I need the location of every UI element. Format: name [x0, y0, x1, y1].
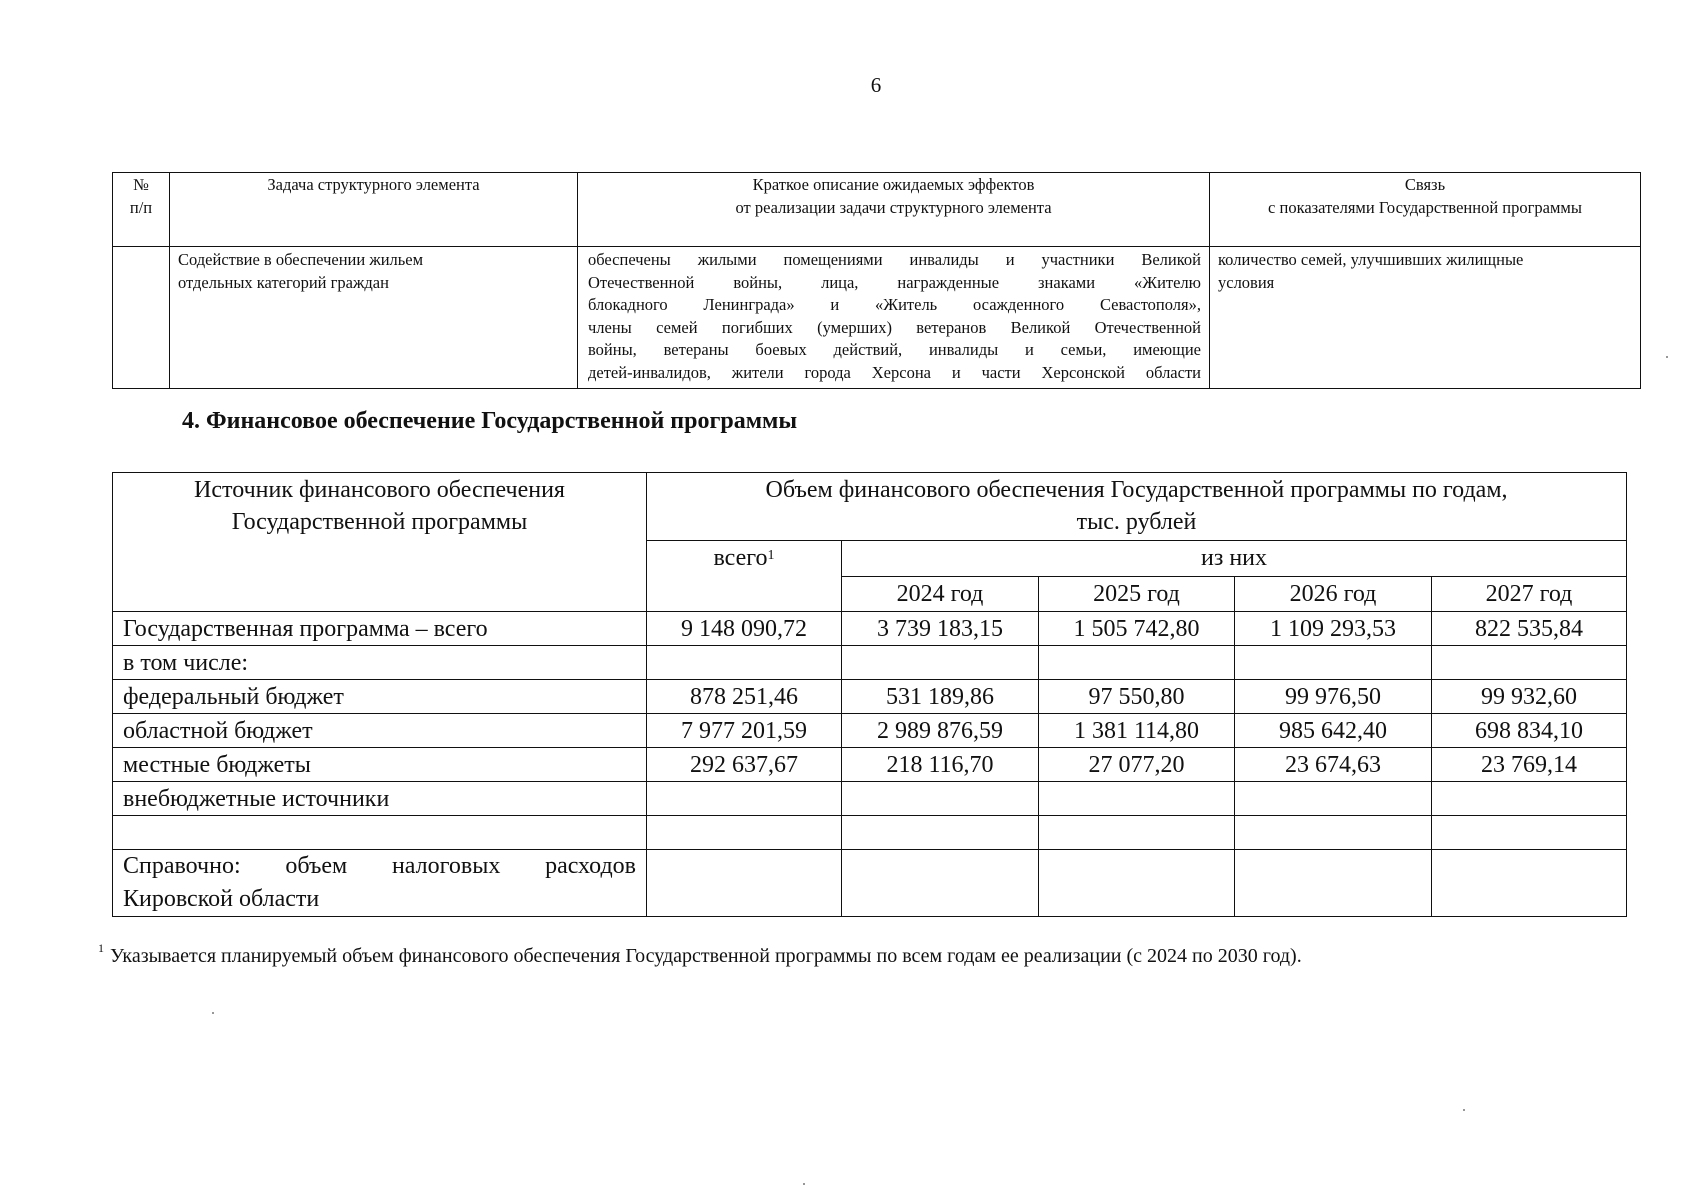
- reference-label: [113, 850, 647, 917]
- task-table-header-row: [113, 173, 1641, 247]
- row-value-2024: [842, 782, 1039, 816]
- task-table-row: [113, 247, 1641, 389]
- row-value-2025: 1 505 742,80: [1039, 612, 1235, 646]
- footnote: [98, 941, 1302, 968]
- row-value-2024: [842, 850, 1039, 917]
- finance-row-reference: [113, 850, 1627, 917]
- header-source-line: Источник финансового обеспечения: [194, 477, 565, 503]
- row-effects: [578, 247, 1210, 389]
- row-value-2026: 99 976,50: [1235, 680, 1432, 714]
- reference-label-line: Кировской области: [123, 886, 320, 912]
- row-value-2027: 698 834,10: [1432, 714, 1627, 748]
- page-number: 6: [870, 73, 882, 97]
- row-value-2024: [842, 646, 1039, 680]
- row-label: местные бюджеты: [113, 748, 647, 782]
- row-link-line: количество семей, улучшивших жилищные: [1218, 250, 1524, 269]
- row-task-line: Содействие в обеспечении жильем: [178, 250, 424, 269]
- year-2027: 2027 год: [1432, 577, 1627, 612]
- row-effects-line: Отечественной войны, лица, награжденные знаками «Жителю: [588, 272, 1201, 292]
- task-table: [112, 172, 1641, 389]
- scan-speck: [1463, 1109, 1465, 1111]
- row-total: 878 251,46: [647, 680, 842, 714]
- header-link: [1210, 173, 1641, 247]
- header-source-line: Государственной программы: [231, 509, 528, 535]
- row-value-2025: [1039, 816, 1235, 850]
- header-effects-line: Краткое описание ожидаемых эффектов: [752, 175, 1035, 194]
- row-value-2026: 1 109 293,53: [1235, 612, 1432, 646]
- header-effects-line: от реализации задачи структурного элемента: [735, 197, 1052, 217]
- header-task-line: Задача структурного элемента: [267, 175, 480, 194]
- row-total: 292 637,67: [647, 748, 842, 782]
- header-source: [113, 473, 647, 612]
- header-volume-line: Объем финансового обеспечения Государственной программы по годам,: [765, 477, 1508, 503]
- row-value-2025: [1039, 646, 1235, 680]
- row-total: [647, 782, 842, 816]
- finance-header-row-1: [113, 473, 1627, 541]
- row-effects-line: члены семей погибших (умерших) ветеранов Великой Отечественной: [588, 317, 1201, 337]
- row-value-2026: [1235, 782, 1432, 816]
- row-value-2027: [1432, 850, 1627, 917]
- row-label: федеральный бюджет: [113, 680, 647, 714]
- row-value-2025: 1 381 114,80: [1039, 714, 1235, 748]
- row-link: [1210, 247, 1641, 389]
- footnote-text: Указывается планируемый объем финансового обеспечения Государственной программы по всем годам ее реализации (с 2024 по 2030 год).: [110, 945, 1302, 967]
- row-value-2027: 99 932,60: [1432, 680, 1627, 714]
- row-value-2025: 97 550,80: [1039, 680, 1235, 714]
- row-effects-line: детей-инвалидов, жители города Херсона и части Херсонской области: [588, 362, 1201, 382]
- year-2025: 2025 год: [1039, 577, 1235, 612]
- scan-speck: [803, 1183, 805, 1185]
- row-value-2024: 531 189,86: [842, 680, 1039, 714]
- header-total-footnote-mark: 1: [767, 548, 775, 563]
- finance-row-empty: [113, 816, 1627, 850]
- year-2026: 2026 год: [1235, 577, 1432, 612]
- row-total: [647, 850, 842, 917]
- row-value-2027: [1432, 646, 1627, 680]
- row-value-2027: [1432, 782, 1627, 816]
- header-volume-line: тыс. рублей: [1076, 509, 1197, 535]
- reference-label-line: Справочно: объем налоговых расходов: [123, 853, 636, 879]
- row-num: [113, 247, 170, 389]
- finance-row-local: [113, 748, 1627, 782]
- footnote-mark: 1: [98, 941, 104, 955]
- row-value-2025: 27 077,20: [1039, 748, 1235, 782]
- header-num: [113, 173, 170, 247]
- row-value-2026: [1235, 850, 1432, 917]
- row-value-2024: 3 739 183,15: [842, 612, 1039, 646]
- row-task: [170, 247, 578, 389]
- header-of-which: из них: [842, 541, 1627, 577]
- header-link-line: с показателями Государственной программы: [1268, 197, 1582, 217]
- row-value-2025: [1039, 782, 1235, 816]
- row-label: в том числе:: [113, 646, 647, 680]
- row-effects-line: войны, ветераны боевых действий, инвалиды и семьи, имеющие: [588, 340, 1201, 359]
- row-value-2027: 23 769,14: [1432, 748, 1627, 782]
- row-effects-line: обеспечены жилыми помещениями инвалиды и участники Великой: [588, 250, 1201, 269]
- row-label: Государственная программа – всего: [113, 612, 647, 646]
- header-link-line: Связь: [1404, 175, 1446, 194]
- scan-speck: [212, 1012, 214, 1014]
- header-num-line: п/п: [129, 197, 153, 217]
- finance-row-extrabudgetary: [113, 782, 1627, 816]
- row-total: [647, 646, 842, 680]
- row-label: областной бюджет: [113, 714, 647, 748]
- row-value-2027: 822 535,84: [1432, 612, 1627, 646]
- scan-speck: [1666, 356, 1668, 358]
- header-total-label: всего: [713, 545, 768, 571]
- row-value-2024: [842, 816, 1039, 850]
- finance-row-federal: [113, 680, 1627, 714]
- row-task-line: отдельных категорий граждан: [178, 272, 389, 292]
- row-effects-line: блокадного Ленинграда» и «Житель осажденного Севастополя»,: [588, 295, 1201, 314]
- row-value-2024: 2 989 876,59: [842, 714, 1039, 748]
- row-total: 7 977 201,59: [647, 714, 842, 748]
- section-heading: 4. Финансовое обеспечение Государственной программы: [182, 408, 798, 434]
- header-num-line: №: [133, 175, 149, 194]
- finance-table: [112, 472, 1627, 917]
- year-2024: 2024 год: [842, 577, 1039, 612]
- row-total: [647, 816, 842, 850]
- header-total: [647, 541, 842, 612]
- row-value-2026: [1235, 816, 1432, 850]
- row-value-2026: [1235, 646, 1432, 680]
- row-label: внебюджетные источники: [113, 782, 647, 816]
- row-label: [113, 816, 647, 850]
- header-effects: [578, 173, 1210, 247]
- header-task: [170, 173, 578, 247]
- finance-row-program-total: [113, 612, 1627, 646]
- finance-row-including: [113, 646, 1627, 680]
- row-value-2024: 218 116,70: [842, 748, 1039, 782]
- row-value-2026: 985 642,40: [1235, 714, 1432, 748]
- row-value-2025: [1039, 850, 1235, 917]
- header-volume: [647, 473, 1627, 541]
- row-value-2026: 23 674,63: [1235, 748, 1432, 782]
- row-link-line: условия: [1218, 272, 1275, 292]
- finance-row-regional: [113, 714, 1627, 748]
- row-value-2027: [1432, 816, 1627, 850]
- row-total: 9 148 090,72: [647, 612, 842, 646]
